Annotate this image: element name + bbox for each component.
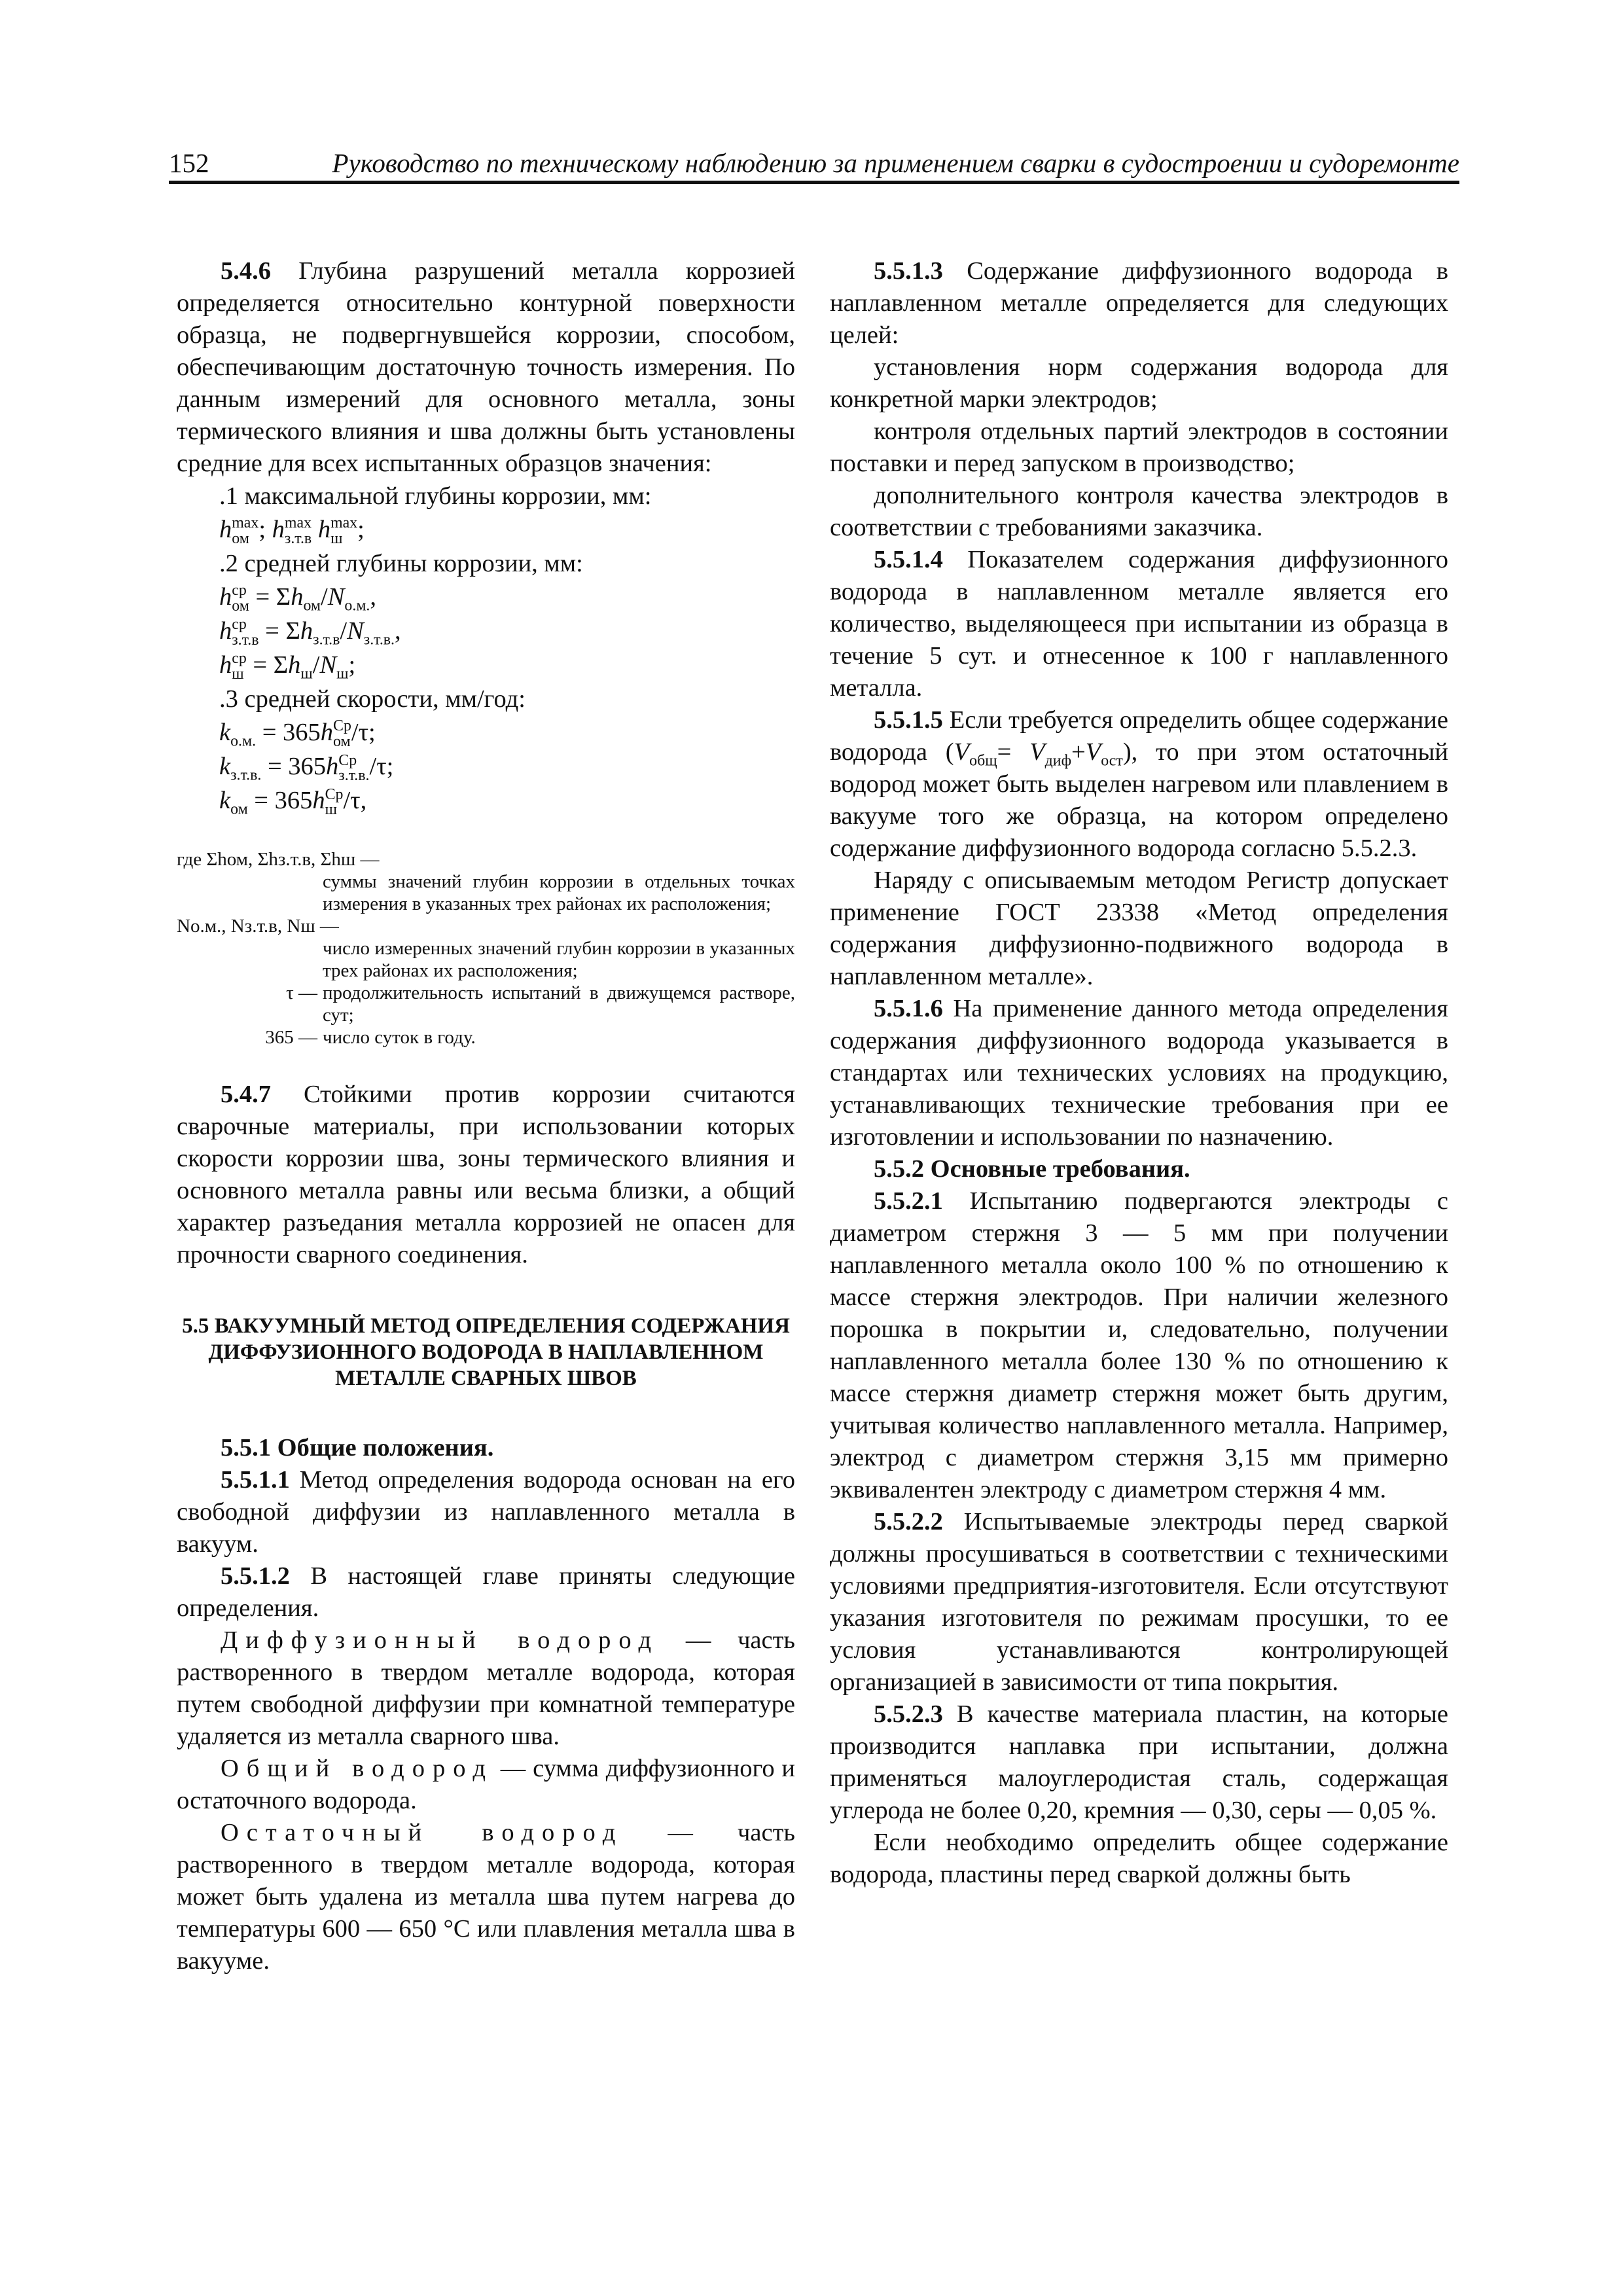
item-3-label: .3 средней скорости, мм/год: <box>219 685 526 713</box>
section-heading-5-5: 5.5 ВАКУУМНЫЙ МЕТОД ОПРЕДЕЛЕНИЯ СОДЕРЖАНИЯ ДИФФУЗИОННОГО ВОДОРОДА В НАПЛАВЛЕННОМ МЕТАЛЛЕ СВАРНЫХ ШВОВ <box>182 1314 790 1391</box>
paragraph-5-5-1-3-b: контроля отдельных партий электродов в состоянии поставки и перед запуском в производство; <box>830 418 1448 477</box>
paragraph-last: Если необходимо определить общее содержание водорода, пластины перед сваркой должны быть <box>830 1829 1448 1888</box>
paragraph-5-5-1-6: 5.5.1.6 На применение данного метода определения содержания диффузионного водорода указывается в стандартах или технических условиях на продукцию, устанавливающих технические требования при ее изготовлении и использовании по назначению. <box>830 995 1448 1151</box>
definition-total-hydrogen: Общий водород — сумма диффузионного и остаточного водорода. <box>177 1755 795 1815</box>
item-2-label: .2 средней глубины коррозии, мм: <box>219 550 583 578</box>
definition-diffusion-hydrogen: Диффузионный водород — часть растворенного в твердом металле водорода, которая путем свободной диффузии при комнатной температуре удаляется из металла сварного шва. <box>177 1626 795 1751</box>
formula-avg-om: h ср ом = $\Sigma h_{ом}/N_{о.м.}$, <box>219 582 377 615</box>
subheading-5-5-2: 5.5.2 Основные требования. <box>874 1155 1190 1183</box>
paragraph-5-5-2-2: 5.5.2.2 Испытываемые электроды перед сваркой должны просушиваться в соответствии с техническими условиями предприятия-изготовителя. Если отсутствуют указания изготовителя по режимам просушки, то ее условия устанавливаются контролирующей организацией в зависимости от типа покрытия. <box>830 1508 1448 1696</box>
paragraph-5-5-1-3: 5.5.1.3 Содержание диффузионного водорода в наплавленном металле определяется для следующих целей: <box>830 257 1448 349</box>
paragraph-5-5-2-1: 5.5.2.1 Испытанию подвергаются электроды с диаметром стержня 3 — 5 мм при получении наплавленного металла около 100 % по отношению к массе стержня электродов. При наличии железного порошка в покрытии и, следовательно, получении наплавленного металла более 130 % по отношению к массе стержня диаметр стержня может быть другим, учитывая количество наплавленного металла. Например, электрод с диаметром стержня 3,15 мм примерно эквивалентен электроду с диаметром стержня 4 мм. <box>830 1187 1448 1503</box>
formula-legend <box>177 848 795 1049</box>
legend-row: τ — продолжительность испытаний в движущемся растворе, сут; <box>286 982 795 1026</box>
formula-rate-sh: $k_{ом} = 365h$ Ср ш /τ, <box>219 785 367 819</box>
paragraph-5-5-1-3-a: установления норм содержания водорода для конкретной марки электродов; <box>830 353 1448 413</box>
formula-avg-ztv: h ср з.т.в = $\Sigma h_{з.т.в}/N_{з.т.в.}$, <box>219 616 401 649</box>
formula-rate-om: $k_{о.м.} = 365h$ Ср ом /τ; <box>219 717 376 751</box>
paragraph-5-5-1-3-c: дополнительного контроля качества электродов в соответствии с требованиями заказчика. <box>830 482 1448 541</box>
item-1-label: .1 максимальной глубины коррозии, мм: <box>219 482 652 510</box>
formula-max-depth: h max ом ; h max з.т.в h max ш ; <box>219 514 365 548</box>
paragraph-5-5-1-1: 5.5.1.1 Метод определения водорода основан на его свободной диффузии из наплавленного металла в вакуум. <box>177 1466 795 1558</box>
paragraph-5-5-1-2: 5.5.1.2 В настоящей главе приняты следующие определения. <box>177 1562 795 1623</box>
definition-residual-hydrogen: Остаточный водород — часть растворенного в твердом металле водорода, которая может быть удалена из металла шва путем нагрева до температуры 600 — 650 °C или плавления металла шва в вакууме. <box>177 1819 795 1975</box>
paragraph-5-4-7: 5.4.7 Стойкими против коррозии считаются сварочные материалы, при использовании которых скорости коррозии шва, зоны термического влияния и основного металла равны или весьма близки, а общий характер разъедания металла коррозией не опасен для прочности сварного соединения. <box>177 1081 795 1269</box>
formula-rate-ztv: $k_{з.т.в.} = 365h$ Ср з.т.в. /τ; <box>219 751 394 785</box>
running-title: Руководство по техническому наблюдению за применением сварки в судостроении и судоремонте <box>332 148 1459 178</box>
paragraph-5-5-1-4: 5.5.1.4 Показателем содержания диффузионного водорода в наплавленном металле является его количество, выделяющееся при испытании из образца в течение 5 сут. и отнесенное к 100 г наплавленного металла. <box>830 546 1448 702</box>
paragraph-5-5-2-3: 5.5.2.3 В качестве материала пластин, на которые производится наплавка при испытании, должна применяться малоуглеродистая сталь, содержащая углерода не более 0,20, кремния — 0,30, серы — 0,05 %. <box>830 1700 1448 1824</box>
subheading-5-5-1: 5.5.1 Общие положения. <box>221 1434 494 1462</box>
formula-block <box>177 480 795 818</box>
legend-row: 365 — число суток в году. <box>265 1027 476 1049</box>
legend-row: Nо.м., Nз.т.в, Nш — <box>177 916 339 937</box>
right-column <box>830 255 1448 1891</box>
legend-row: где Σhом, Σhз.т.в, Σhш — <box>177 849 380 870</box>
running-header <box>169 145 1459 181</box>
paragraph-registr: Наряду с описываемым методом Регистр допускает применение ГОСТ 23338 «Метод определения содержания диффузионно-подвижного водорода в наплавленном металле». <box>830 867 1448 990</box>
paragraph-5-5-1-5: 5.5.1.5 Если требуется определить общее содержание водорода $(V_{общ}= V_{диф}+V_{ост})$, то при этом остаточный водород может быть выделен нагревом или плавлением в вакууме того же образца, на котором определено содержание диффузионного водорода согласно 5.5.2.3. <box>830 706 1448 862</box>
header-rule <box>169 181 1459 184</box>
paragraph-5-4-6: 5.4.6 Глубина разрушений металла коррозией определяется относительно контурной поверхности образца, не подвергнувшейся коррозии, способом, обеспечивающим достаточную точность измерения. По данным измерений для основного металла, зоны термического влияния и шва должны быть установлены средние для всех испытанных образцов значения: <box>177 257 795 477</box>
left-column <box>177 255 795 1977</box>
legend-definition: число измеренных значений глубин коррозии в указанных трех районах их расположения; <box>323 938 795 982</box>
formula-avg-sh: h ср ш = $\Sigma h_ш/N_ш$; <box>219 650 356 683</box>
page-number: 152 <box>169 148 209 178</box>
legend-definition: суммы значений глубин коррозии в отдельных точках измерения в указанных трех районах их расположения; <box>323 871 795 915</box>
